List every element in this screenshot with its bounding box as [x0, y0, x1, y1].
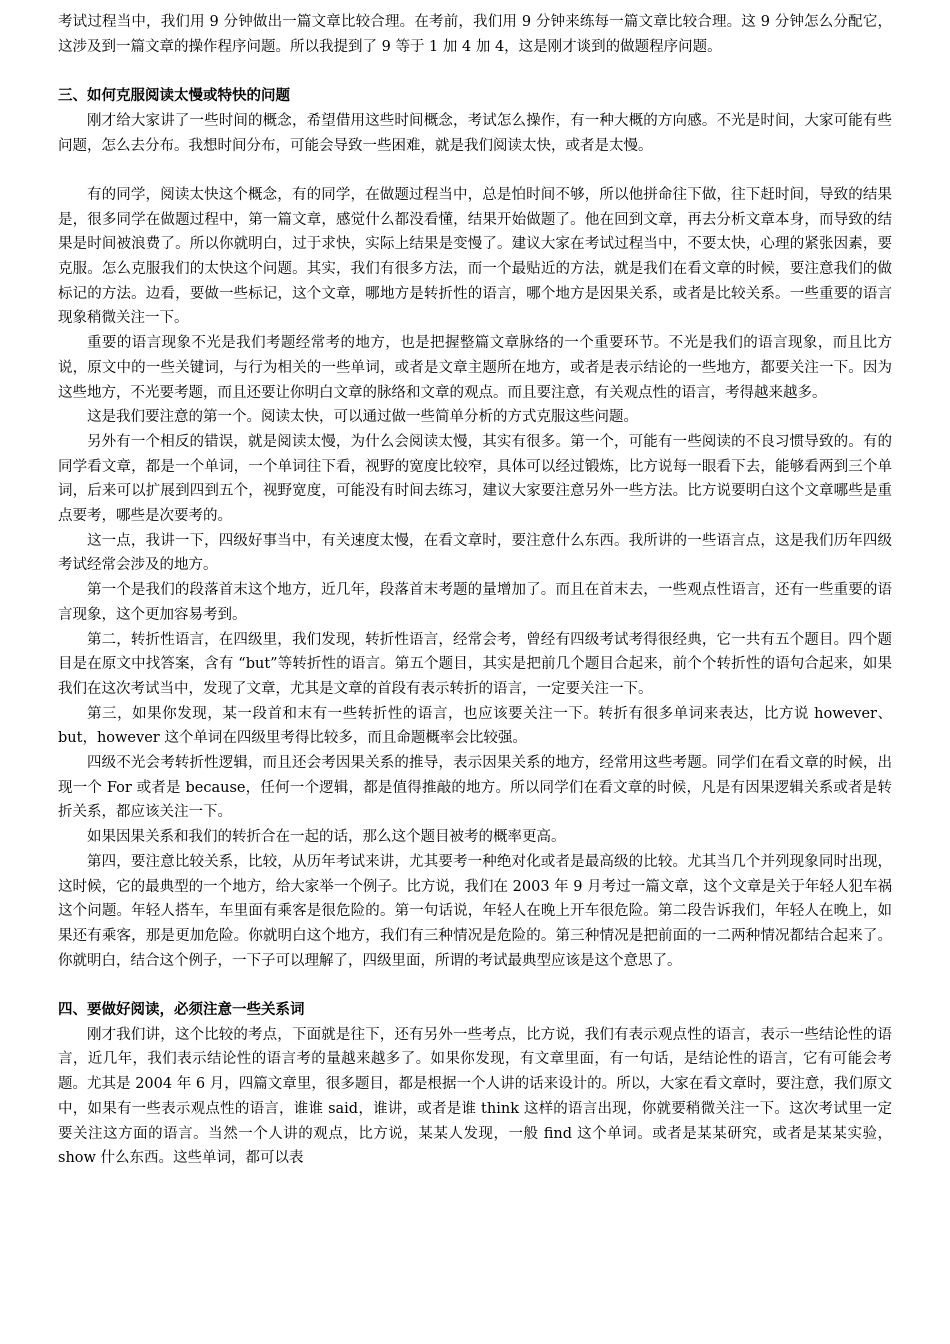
blank-line: [58, 973, 892, 998]
section-3-paragraph: 刚才给大家讲了一些时间的概念，希望借用这些时间概念，考试怎么操作，有一种大概的方向感。不光是时间，大家可能有些问题，怎么去分布。我想时间分布，可能会导致一些困难，就是我们阅读太快，或者是太慢。: [58, 112, 892, 154]
section-3-paragraph: 如果因果关系和我们的转折合在一起的话，那么这个题目被考的概率更高。: [87, 829, 566, 846]
blank-line: [58, 158, 892, 183]
section-3-paragraph: 第一个是我们的段落首末这个地方，近几年，段落首末考题的量增加了。而且在首末去，一些观点性语言，还有一些重要的语言现象，这个更加容易考到。: [58, 582, 892, 623]
section-3-paragraph: 四级不光会考转折性逻辑，而且还会考因果关系的推导，表示因果关系的地方，经常用这些考题。同学们在看文章的时候，出现一个 For 或者是 because，任何一个逻辑，都是值得推敲的地方。所以同学们在看文章的时候，凡是有因果逻辑关系或者是转折关系，都应该关注一下。: [58, 755, 892, 821]
section-3-paragraph: 这是我们要注意的第一个。阅读太快，可以通过做一些简单分析的方式克服这些问题。: [87, 409, 638, 426]
section-3-paragraph: 第四，要注意比较关系，比较，从历年考试来讲，尤其要考一种绝对化或者是最高级的比较。尤其当几个并列现象同时出现，这时候，它的最典型的一个地方，给大家举一个例子。比方说，我们在 2003 年 9 月考过一篇文章，这个文章是关于年轻人犯车祸这个问题。年轻人搭车，车里面有乘客是很危险的。第一句话说，年轻人在晚上开车很危险。第二段告诉我们，年轻人在晚上，如果还有乘客，那是更加危险。你就明白这个地方，我们有三种情况是危险的。第三种情况是把前面的一二两种情况都结合起来了。你就明白，结合这个例子，一下子可以理解了，四级里面，所谓的考试最典型应该是这个意思了。: [58, 853, 892, 969]
section-3-heading: 三、如何克服阅读太慢或特快的问题: [58, 88, 290, 105]
section-4-paragraph: 刚才我们讲，这个比较的考点，下面就是往下，还有另外一些考点，比方说，我们有表示观点性的语言，表示一些结论性的语言，近几年，我们表示结论性的语言考的量越来越多了。如果你发现，有文章里面，有一句话，是结论性的语言，它有可能会考题。尤其是 2004 年 6 月，四篇文章里，很多题目，都是根据一个人讲的话来设计的。所以，大家在看文章时，要注意，我们原文中，如果有一些表示观点性的语言，谁谁 said，谁讲，或者是谁 think 这样的语言出现，你就要稍微关注一下。这次考试里一定要关注这方面的语言。当然一个人讲的观点，比方说，某某人发现，一般 find 这个单词。或者是某某研究，或者是某某实验，show 什么东西。这些单词，都可以表: [58, 1026, 892, 1167]
section-3-paragraph: 这一点，我讲一下，四级好事当中，有关速度太慢，在看文章时，要注意什么东西。我所讲的一些语言点，这是我们历年四级考试经常会涉及的地方。: [58, 532, 892, 574]
section-4-heading: 四、要做好阅读，必须注意一些关系词: [58, 1002, 305, 1019]
section-3-paragraph: 有的同学，阅读太快这个概念，有的同学，在做题过程当中，总是怕时间不够，所以他拼命往下做，往下赶时间，导致的结果是，很多同学在做题过程中，第一篇文章，感觉什么都没看懂，结果开始做题了。他在回到文章，再去分析文章本身，而导致的结果是时间被浪费了。所以你就明白，过于求快，实际上结果是变慢了。建议大家在考试过程当中，不要太快，心理的紧张因素，要克服。怎么克服我们的太快这个问题。其实，我们有很多方法，而一个最贴近的方法，就是我们在看文章的时候，要注意我们的做标记的方法。边看，要做一些标记，这个文章，哪地方是转折性的语言，哪个地方是因果关系，或者是比较关系。一些重要的语言现象稍微关注一下。: [58, 186, 892, 327]
intro-paragraph: 考试过程当中，我们用 9 分钟做出一篇文章比较合理。在考前，我们用 9 分钟来练每一篇文章比较合理。这 9 分钟怎么分配它，这涉及到一篇文章的操作程序问题。所以我提到了 9 等于 1 加 4 加 4，这是刚才谈到的做题程序问题。: [58, 14, 892, 55]
section-3-paragraph: 第二，转折性语言，在四级里，我们发现，转折性语言，经常会考，曾经有四级考试考得很经典，它一共有五个题目。四个题目是在原文中找答案，含有 “but”等转折性的语言。第五个题目，其实是把前几个题目合起来，前个个转折性的语句合起来，如果我们在这次考试当中，发现了文章，尤其是文章的首段有表示转折的语言，一定要关注一下。: [58, 631, 892, 697]
section-3-paragraph: 第三，如果你发现，某一段首和末有一些转折性的语言，也应该要关注一下。转折有很多单词来表达，比方说 however、but，however 这个单词在四级里考得比较多，而且命题概率会比较强。: [58, 705, 892, 747]
section-3-paragraph: 重要的语言现象不光是我们考题经常考的地方，也是把握整篇文章脉络的一个重要环节。不光是我们的语言现象，而且比方说，原文中的一些关键词，与行为相关的一些单词，或者是文章主题所在地方，或者是表示结论的一些地方，都要关注一下。因为这些地方，不光要考题，而且还要让你明白文章的脉络和文章的观点。而且要注意，有关观点性的语言，考得越来越多。: [58, 335, 892, 401]
blank-line: [58, 59, 892, 84]
document-page: [58, 10, 892, 1171]
section-3-paragraph: 另外有一个相反的错误，就是阅读太慢，为什么会阅读太慢，其实有很多。第一个，可能有一些阅读的不良习惯导致的。有的同学看文章，都是一个单词，一个单词往下看，视野的宽度比较窄，具体可以经过锻炼，比方说每一眼看下去，能够看两到三个单词，后来可以扩展到四到五个，视野宽度，可能没有时间去练习，建议大家要注意另外一些方法。比方说要明白这个文章哪些是重点要考，哪些是次要考的。: [58, 433, 892, 525]
